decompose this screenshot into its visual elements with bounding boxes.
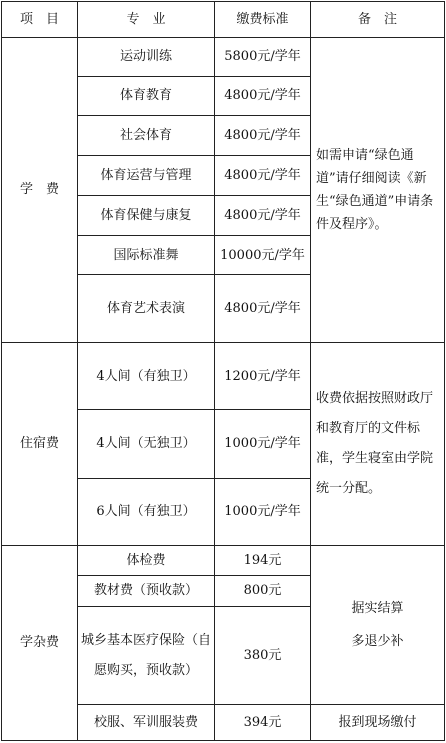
header-item: 项 目 bbox=[2, 2, 78, 38]
table-row bbox=[2, 342, 445, 409]
misc-note-last: 报到现场缴付 bbox=[311, 705, 445, 741]
fee-cell: 394元 bbox=[215, 705, 311, 741]
major-cell: 社会体育 bbox=[78, 116, 215, 156]
dorm-note: 收费依据按照财政厅和教育厅的文件标准，学生寝室由学院统一分配。 bbox=[311, 342, 445, 545]
major-cell: 4人间（无独卫） bbox=[78, 410, 215, 478]
fee-cell: 194元 bbox=[215, 545, 311, 575]
major-cell: 体育艺术表演 bbox=[78, 275, 215, 342]
major-cell: 体育保健与康复 bbox=[78, 195, 215, 235]
fee-cell: 800元 bbox=[215, 575, 311, 607]
fee-cell: 10000元/学年 bbox=[215, 235, 311, 275]
fee-cell: 1000元/学年 bbox=[215, 410, 311, 478]
major-cell: 国际标准舞 bbox=[78, 235, 215, 275]
fee-cell: 4800元/学年 bbox=[215, 76, 311, 116]
major-cell: 体检费 bbox=[78, 545, 215, 575]
fee-cell: 1000元/学年 bbox=[215, 478, 311, 545]
fee-cell: 4800元/学年 bbox=[215, 275, 311, 342]
fee-cell: 1200元/学年 bbox=[215, 342, 311, 409]
major-cell: 城乡基本医疗保险（自愿购买，预收款） bbox=[78, 607, 215, 705]
header-standard: 缴费标准 bbox=[215, 2, 311, 38]
misc-note-line2: 多退少补 bbox=[351, 634, 404, 650]
fee-cell: 5800元/学年 bbox=[215, 37, 311, 76]
major-cell: 6人间（有独卫） bbox=[78, 478, 215, 545]
fee-cell: 4800元/学年 bbox=[215, 116, 311, 156]
table-row bbox=[2, 545, 445, 575]
header-row bbox=[2, 2, 445, 38]
fee-cell: 4800元/学年 bbox=[215, 195, 311, 235]
tuition-note: 如需申请“绿色通道”请仔细阅读《新生“绿色通道”申请条件及程序》。 bbox=[311, 37, 445, 342]
table-row bbox=[2, 37, 445, 76]
major-cell: 4人间（有独卫） bbox=[78, 342, 215, 409]
major-cell: 校服、军训服装费 bbox=[78, 705, 215, 741]
header-major: 专 业 bbox=[78, 2, 215, 38]
misc-note bbox=[311, 545, 445, 704]
fee-standard-table bbox=[1, 1, 445, 741]
category-dorm: 住宿费 bbox=[2, 342, 78, 545]
header-remark: 备 注 bbox=[311, 2, 445, 38]
fee-cell: 4800元/学年 bbox=[215, 156, 311, 196]
fee-cell: 380元 bbox=[215, 607, 311, 705]
major-cell: 体育运营与管理 bbox=[78, 156, 215, 196]
major-cell: 体育教育 bbox=[78, 76, 215, 116]
misc-note-line1: 据实结算 bbox=[351, 601, 404, 617]
category-tuition: 学 费 bbox=[2, 37, 78, 342]
major-cell: 运动训练 bbox=[78, 37, 215, 76]
major-cell: 教材费（预收款） bbox=[78, 575, 215, 607]
category-misc: 学杂费 bbox=[2, 545, 78, 740]
